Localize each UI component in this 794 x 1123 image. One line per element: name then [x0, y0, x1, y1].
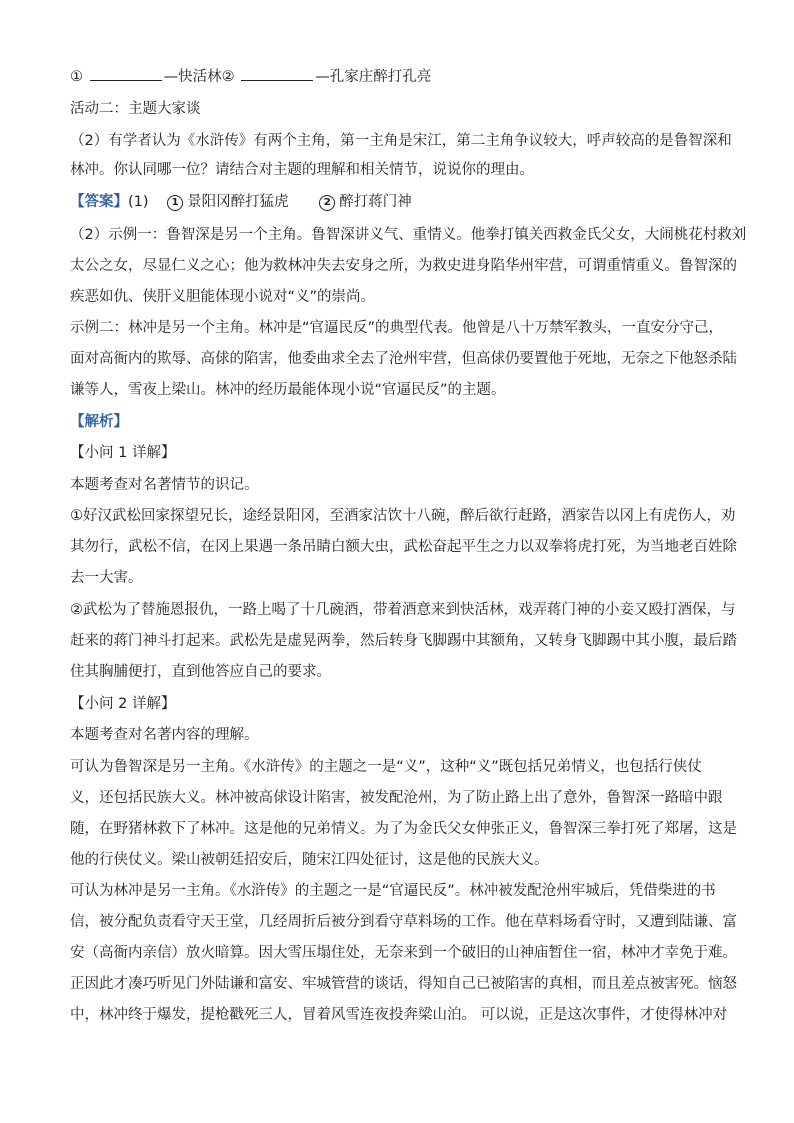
analysis-2-line: 随，在野猪林救下了林冲。这是他的兄弟情义。为了为金氏父女伸张正义，鲁智深三拳打死了郑屠，这是 — [70, 821, 737, 837]
answer-item-2: 醉打蒋门神 — [339, 194, 412, 210]
analysis-1-line: ②武松为了替施恩报仇，一路上喝了十几碗酒，带着酒意来到快活林，戏弄蒋门神的小妾又殴打酒保，与 — [70, 602, 736, 618]
analysis-1-line: 其勿行，武松不信，在冈上果遇一条吊睛白额大虫，武松奋起平生之力以双拳将虎打死，为当地老百姓除 — [70, 539, 737, 555]
answer-line: 面对高衙内的欺辱、高俅的陷害，他委曲求全去了沧州牢营，但高俅仍要置他于死地，无奈之下他怒杀陆 — [70, 351, 737, 367]
fill-item-1-marker: ① — [70, 69, 83, 85]
answer-circle-2: 2 — [319, 195, 335, 211]
analysis-2-line: 他的行侠仗义。梁山被朝廷招安后，随宋江四处征讨，这是他的民族大义。 — [70, 852, 549, 868]
analysis-2-line: 本题考查对名著内容的理解。 — [70, 727, 259, 743]
activity-title: 活动二：主题大家谈 — [70, 101, 201, 117]
q1-fill-blanks — [70, 66, 730, 87]
answer-item-1: 景阳冈醉打猛虎 — [187, 194, 289, 210]
analysis-1-line: 住其胸脯便打，直到他答应自己的要求。 — [70, 664, 331, 680]
fill-item-1-text: —快活林② — [163, 69, 235, 85]
answer-part-1 — [70, 192, 730, 212]
answer-line: 谦等人，雪夜上梁山。林冲的经历最能体现小说“官逼民反”的主题。 — [70, 382, 506, 398]
sub-question-2-title: 【小问 2 详解】 — [70, 696, 176, 712]
fill-item-2-text: —孔家庄醉打孔亮 — [315, 69, 432, 85]
analysis-1-line: 赶来的蒋门神斗打起来。武松先是虚晃两拳，然后转身飞脚踢中其额角，又转身飞脚踢中其小腹，最后踏 — [70, 633, 737, 649]
blank-2 — [241, 66, 313, 81]
sub-question-1-title: 【小问 1 详解】 — [70, 445, 176, 461]
analysis-tag: 【解析】 — [70, 414, 128, 430]
analysis-2-line: 义，还包括民族大义。林冲被高俅设计陷害，被发配沧州，为了防止路上出了意外，鲁智深一路暗中跟 — [70, 790, 723, 806]
blank-1 — [90, 66, 162, 81]
analysis-1-line: 本题考查对名著情节的识记。 — [70, 477, 259, 493]
analysis-1-line: ①好汉武松回家探望兄长，途经景阳冈，至酒家沽饮十八碗，醉后欲行赶路，酒家告以冈上有虎伤人，劝 — [70, 508, 736, 524]
question-2-line: （2）有学者认为《水浒传》有两个主角，第一主角是宋江，第二主角争议较大，呼声较高的是鲁智深和 — [70, 133, 732, 149]
answer-tag: 【答案】 — [70, 194, 128, 210]
analysis-2-line: 安（高衙内亲信）放火暗算。因大雪压塌住处，无奈来到一个破旧的山神庙暂住一宿，林冲才幸免于难。 — [70, 945, 737, 961]
answer-line: 疾恶如仇、侠肝义胆能体现小说对“义”的崇尚。 — [70, 289, 376, 305]
answer-line: （2）示例一：鲁智深是另一个主角。鲁智深讲义气、重情义。他拳打镇关西救金氏父女，大闹桃花村救刘 — [70, 227, 747, 243]
question-2-line: 林冲。你认同哪一位？请结合对主题的理解和相关情节，说说你的理由。 — [70, 162, 534, 178]
answer-line: 太公之女，尽显仁义之心；他为救林冲失去安身之所，为救史进身陷华州牢营，可谓重情重义。鲁智深的 — [70, 258, 737, 274]
analysis-2-line: 信，被分配负责看守天王堂，几经周折后被分到看守草料场的工作。他在草料场看守时，又遭到陆谦、富 — [70, 914, 737, 930]
analysis-1-line: 去一大害。 — [70, 570, 143, 586]
analysis-2-line: 可认为林冲是另一主角。《水浒传》的主题之一是“官逼民反”。林冲被发配沧州牢城后，凭借柴进的书 — [70, 883, 716, 899]
answer-circle-1: 1 — [167, 195, 183, 211]
answer-prefix: (1) — [128, 194, 149, 210]
answer-line: 示例二：林冲是另一个主角。林冲是“官逼民反”的典型代表。他曾是八十万禁军教头，一直安分守己， — [70, 320, 724, 336]
analysis-2-line: 中，林冲终于爆发，提枪戳死三人，冒着风雪连夜投奔梁山泊。 可以说，正是这次事件，才使得林冲对 — [70, 1007, 728, 1023]
analysis-2-line: 正因此才凑巧听见门外陆谦和富安、牢城管营的谈话，得知自己已被陷害的真相，而且差点被害死。恼怒 — [70, 976, 737, 992]
analysis-2-line: 可认为鲁智深是另一主角。《水浒传》的主题之一是“义”，这种“义”既包括兄弟情义，也包括行侠仗 — [70, 759, 702, 775]
